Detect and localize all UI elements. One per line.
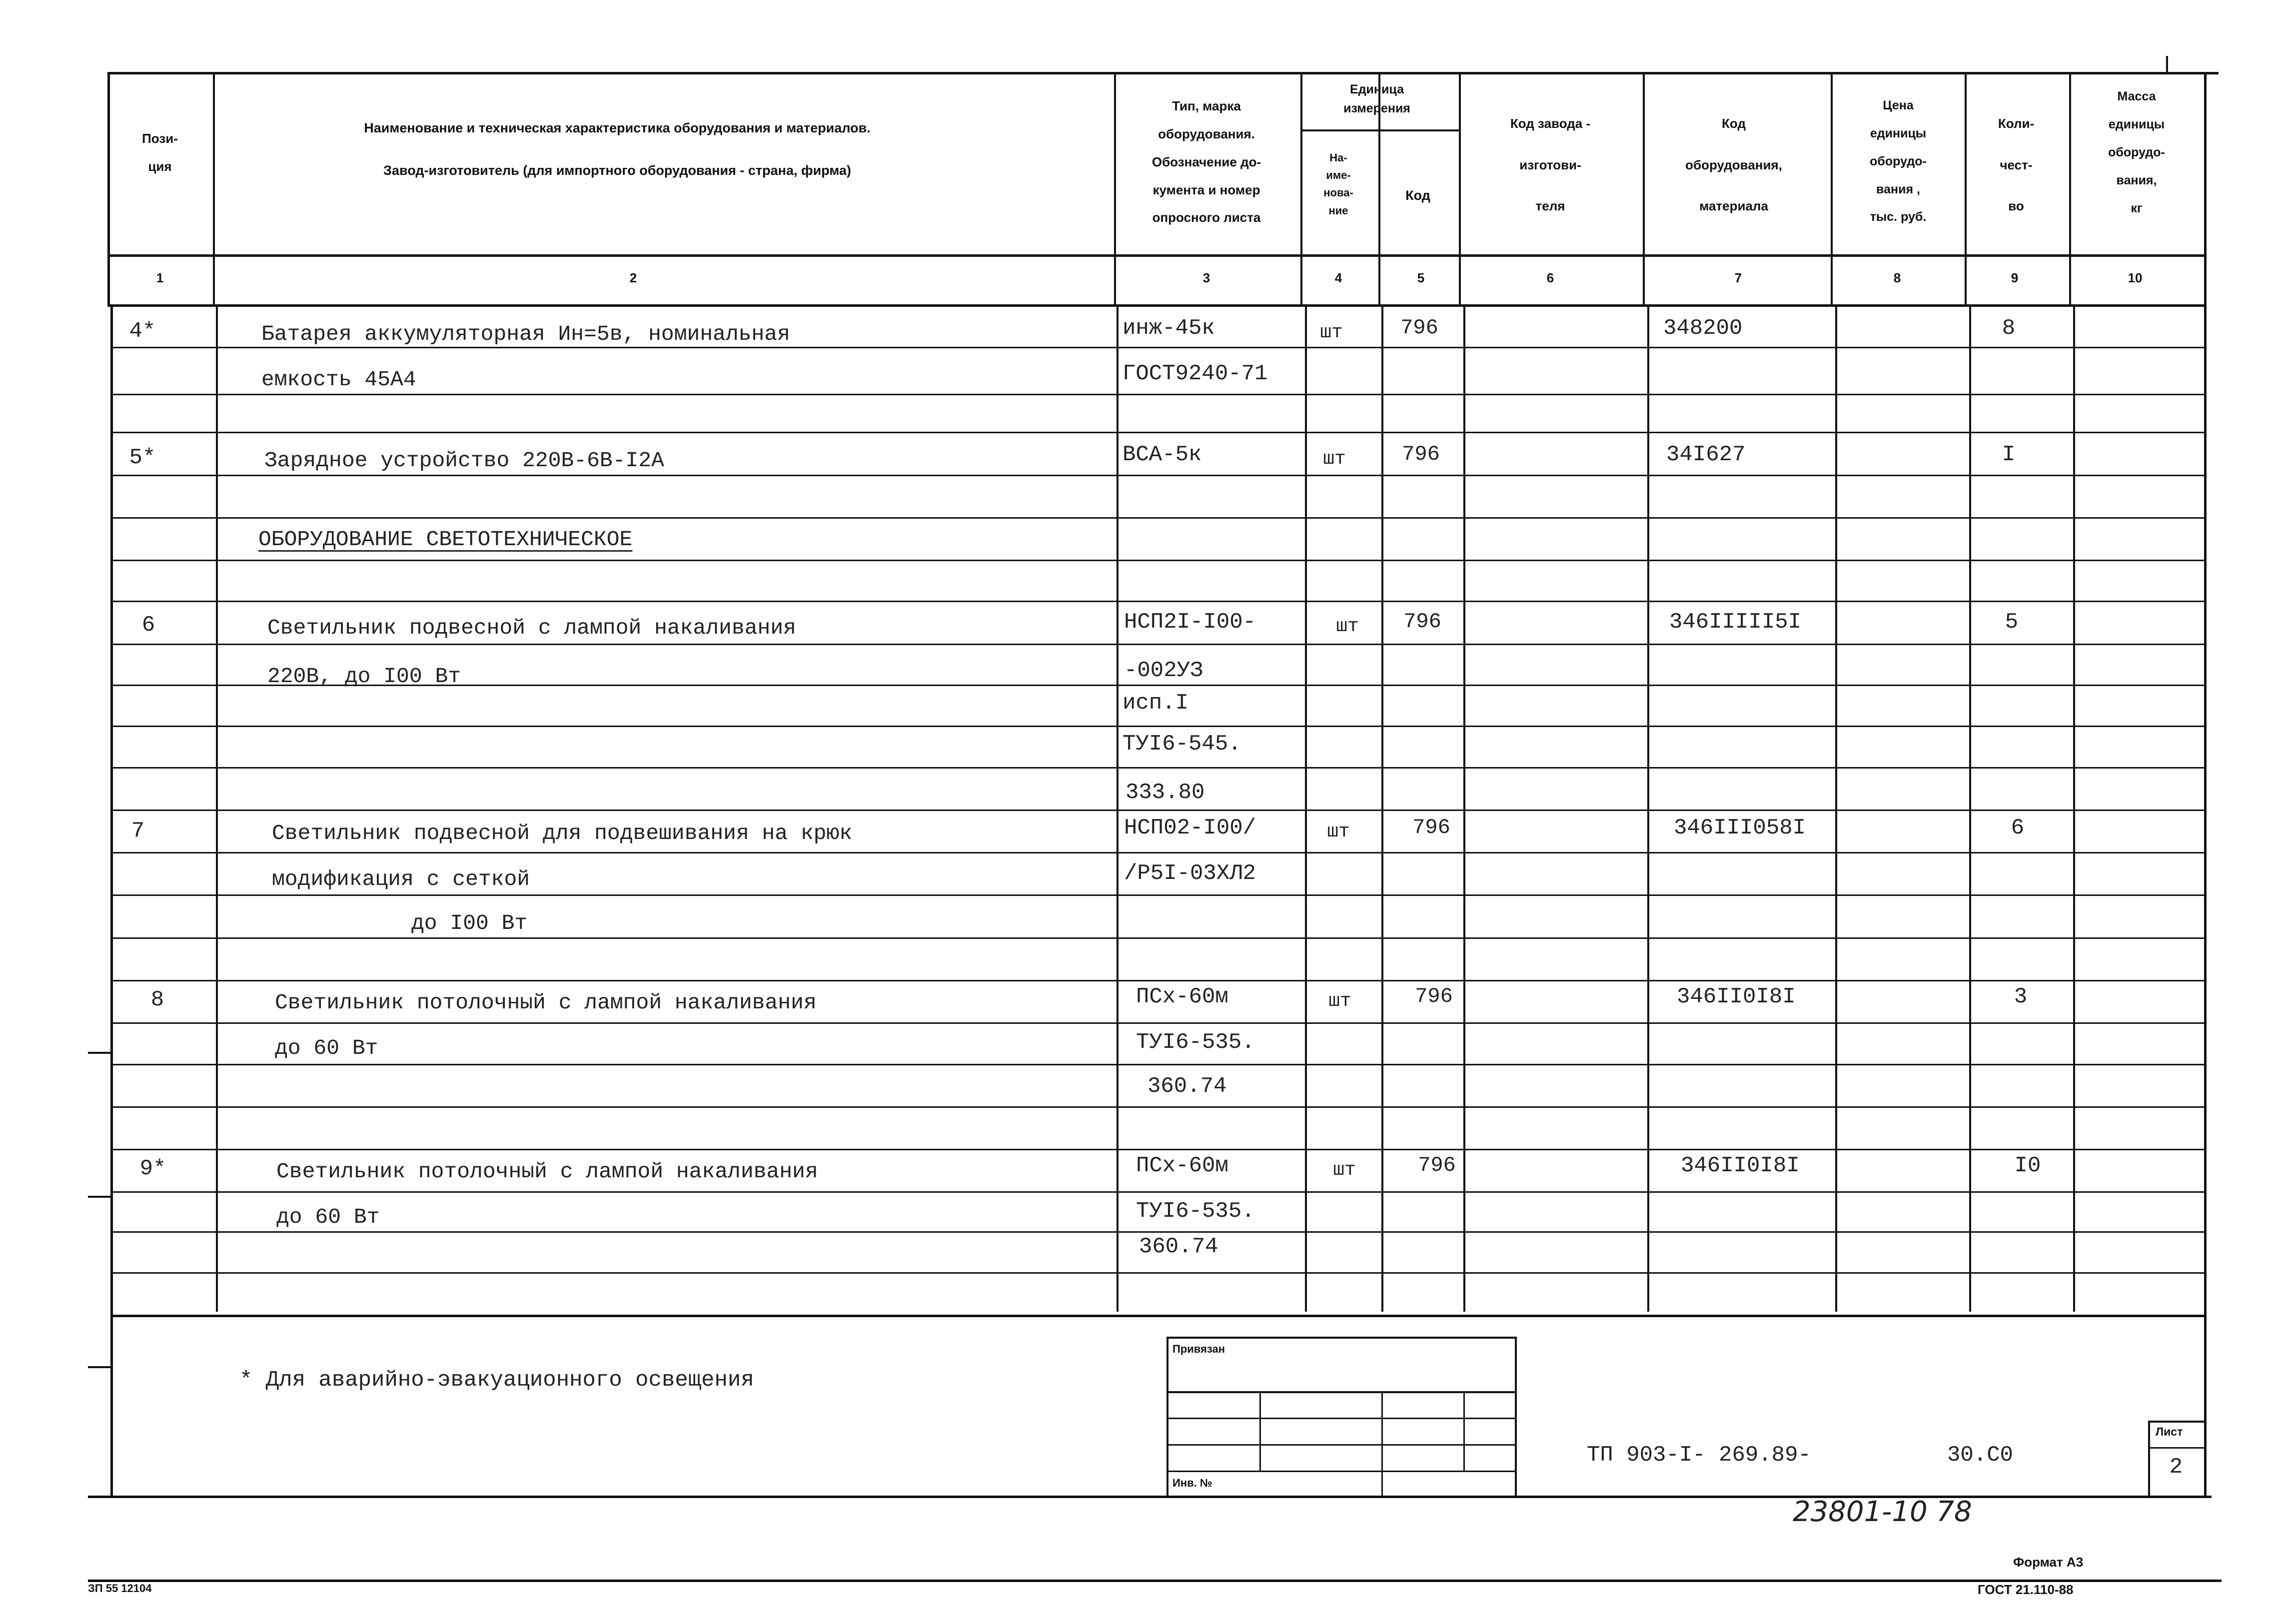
stamp-box-line	[1166, 1337, 1515, 1339]
column-number: 10	[2128, 270, 2143, 285]
body-column-line	[1463, 304, 1465, 1312]
row-type-mark: исп.I	[1123, 691, 1189, 716]
body-row-line	[110, 1106, 2204, 1108]
header-col8-text: вания ,	[1876, 182, 1920, 196]
header-column-line	[1114, 72, 1116, 304]
body-row-line	[110, 937, 2204, 939]
section-title: ОБОРУДОВАНИЕ СВЕТОТЕХНИЧЕСКОЕ	[258, 527, 633, 552]
row-type-mark: НСП02-I00/	[1124, 815, 1256, 840]
header-col3-text: опросного листа	[1152, 210, 1261, 225]
stamp-box-line	[1515, 1337, 1517, 1496]
stamp-box-line	[1166, 1471, 1515, 1472]
header-col10-text: Масса	[2117, 89, 2156, 103]
stamp-box-line	[1166, 1444, 1515, 1446]
row-type-mark: НСП2I-I00-	[1124, 610, 1256, 635]
sheet-box-line	[2148, 1421, 2204, 1423]
frame-top-line	[107, 72, 2219, 74]
header-col3-text: кумента и номер	[1152, 182, 1260, 197]
row-position: 5*	[129, 445, 156, 470]
header-col9-text: во	[2008, 198, 2024, 213]
body-column-line	[216, 304, 218, 1312]
row-type-mark: 333.80	[1126, 780, 1205, 805]
row-name: до I00 Вт	[411, 911, 528, 935]
frame-left-line	[110, 1312, 113, 1496]
header-col3-text: оборудования.	[1158, 126, 1255, 141]
header-col6-text: изготови-	[1519, 157, 1581, 172]
print-stamp: ЗП 55 12104	[88, 1582, 152, 1595]
row-quantity: I	[2002, 442, 2016, 467]
row-name: Зарядное устройство 220В-6В-I2А	[264, 448, 664, 473]
header-col7-text: Код	[1722, 116, 1746, 131]
header-col10-text: кг	[2131, 201, 2143, 215]
body-row-line	[110, 394, 2204, 395]
body-column-line	[1381, 304, 1383, 1312]
inventory-number-label: Инв. №	[1172, 1477, 1212, 1489]
row-equipment-code: 348200	[1663, 316, 1743, 341]
margin-tick	[88, 1052, 110, 1054]
row-name: Светильник потолочный с лампой накаливания	[276, 1159, 818, 1184]
body-row-line	[110, 517, 2204, 519]
format-label: Формат А3	[2013, 1555, 2084, 1570]
header-separator-line	[107, 254, 2204, 257]
sheet-box-line	[2148, 1421, 2150, 1496]
row-unit: шт	[1328, 990, 1351, 1012]
column-number: 9	[2011, 270, 2019, 285]
row-unit-code: 796	[1415, 984, 1453, 1008]
body-row-line	[110, 432, 2204, 433]
footnote-text: * Для аварийно-эвакуационного освещения	[239, 1368, 754, 1393]
header-col4-text: ние	[1328, 204, 1348, 217]
bottom-rule	[88, 1580, 2222, 1582]
column-number: 8	[1893, 270, 1901, 285]
header-col8-text: единицы	[1870, 126, 1927, 140]
row-unit: шт	[1320, 322, 1343, 343]
header-column-line	[1965, 72, 1967, 304]
body-row-line	[110, 980, 2204, 981]
stamp-box-line	[1381, 1471, 1383, 1496]
row-unit-code: 796	[1418, 1153, 1456, 1177]
body-row-line	[110, 475, 2204, 476]
row-type-mark: ГОСТ9240-71	[1123, 361, 1268, 386]
header-col8-text: тыс. руб.	[1870, 210, 1927, 224]
row-quantity: 5	[2005, 610, 2019, 635]
header-col10-text: вания,	[2116, 173, 2157, 187]
header-column-line	[107, 72, 110, 304]
row-quantity: 8	[2002, 316, 2016, 341]
stamp-box-line	[1166, 1337, 1168, 1496]
row-type-mark: инж-45к	[1123, 316, 1215, 341]
row-type-mark: ВСА-5к	[1123, 442, 1202, 467]
row-equipment-code: 346II0I8I	[1677, 984, 1796, 1009]
column-number: 1	[156, 270, 164, 285]
header-col8-text: Цена	[1883, 98, 1914, 112]
row-unit: шт	[1333, 1159, 1356, 1181]
row-type-mark: -002УЗ	[1124, 658, 1203, 683]
stamp-box-line	[1259, 1391, 1261, 1471]
row-name: до 60 Вт	[275, 1036, 378, 1060]
row-name: Светильник подвесной с лампой накаливания	[267, 616, 796, 640]
header-col7-text: материала	[1699, 198, 1768, 213]
header-col9-text: чест-	[2000, 157, 2033, 172]
header-col3-text: Обозначение до-	[1151, 154, 1261, 169]
row-quantity: 6	[2011, 815, 2025, 840]
header-col4-text: име-	[1326, 169, 1351, 181]
body-row-line	[110, 1022, 2204, 1024]
row-unit: шт	[1323, 448, 1346, 470]
column-number: 4	[1334, 270, 1342, 285]
row-unit: шт	[1336, 616, 1359, 637]
row-position: 6	[141, 613, 155, 638]
sheet-number: 2	[2169, 1455, 2183, 1480]
body-row-line	[110, 810, 2204, 811]
row-unit-code: 796	[1402, 442, 1440, 466]
row-type-mark: /Р5I-03ХЛ2	[1124, 861, 1256, 886]
row-type-mark: ТУI6-535.	[1136, 1030, 1255, 1055]
column-number: 3	[1202, 270, 1210, 285]
body-column-line	[110, 304, 113, 1312]
row-equipment-code: 346IIIII5I	[1669, 610, 1802, 635]
header-col4-text: На-	[1329, 151, 1347, 164]
row-name: 220В, до I00 Вт	[267, 664, 461, 689]
header-col2-text: Наименование и техническая характеристика оборудования и материалов.	[364, 120, 871, 135]
body-row-line	[110, 1272, 2204, 1274]
header-col1-text: ция	[148, 159, 172, 174]
frame-right-line	[2204, 72, 2207, 1496]
body-row-line	[110, 560, 2204, 561]
row-equipment-code: 346III058I	[1674, 815, 1806, 840]
row-name: модификация с сеткой	[272, 867, 530, 891]
header-column-line	[1300, 72, 1302, 304]
body-row-line	[110, 726, 2204, 727]
row-name: емкость 45А4	[261, 367, 416, 392]
body-row-line	[110, 894, 2204, 896]
row-position: 4*	[129, 319, 156, 344]
margin-tick	[88, 1196, 110, 1198]
row-name: Батарея аккумуляторная Ин=5в, номинальная	[261, 322, 790, 346]
row-type-mark: ПСх-60м	[1136, 1153, 1228, 1178]
row-name: до 60 Вт	[276, 1205, 380, 1229]
body-row-line	[110, 1149, 2204, 1150]
body-column-line	[1969, 304, 1971, 1312]
header-col3-text: Тип, марка	[1172, 98, 1241, 113]
header-col6-text: теля	[1535, 198, 1565, 213]
column-number: 6	[1546, 270, 1554, 285]
row-equipment-code: 34I627	[1666, 442, 1746, 467]
header-col9-text: Коли-	[1998, 116, 2035, 131]
row-type-mark: ТУI6-535.	[1136, 1199, 1255, 1224]
header-col7-text: оборудования,	[1685, 157, 1782, 172]
body-column-line	[1835, 304, 1837, 1312]
document-code: ТП 903-I- 269.89-	[1587, 1443, 1811, 1468]
row-type-mark: ПСх-60м	[1136, 984, 1228, 1009]
corner-tick	[2166, 56, 2168, 72]
row-unit-code: 796	[1403, 610, 1441, 634]
body-column-line	[2073, 304, 2075, 1312]
body-bottom-line	[110, 1315, 2204, 1317]
header-column-line	[2069, 72, 2071, 304]
body-row-line	[110, 852, 2204, 853]
row-position: 7	[131, 818, 145, 843]
body-row-line	[110, 347, 2204, 348]
header-unit_group-text: измерения	[1343, 101, 1410, 115]
header-numbers-line	[107, 304, 2204, 307]
row-unit-code: 796	[1412, 815, 1450, 839]
stamp-box-line	[1166, 1418, 1515, 1419]
header-col6-text: Код завода -	[1510, 116, 1591, 131]
privyazan-label: Привязан	[1172, 1343, 1225, 1355]
row-name: Светильник потолочный с лампой накаливания	[275, 990, 817, 1015]
body-column-line	[1647, 304, 1649, 1312]
row-position: 9*	[139, 1156, 166, 1181]
body-row-line	[110, 1191, 2204, 1193]
row-quantity: 3	[2014, 984, 2028, 1009]
header-col2-text: Завод-изготовитель (для импортного оборудования - страна, фирма)	[383, 163, 851, 178]
header-col10-text: единицы	[2108, 117, 2165, 131]
body-row-line	[110, 1231, 2204, 1233]
row-unit-code: 796	[1400, 316, 1438, 340]
document-code-suffix: 30.С0	[1947, 1443, 2014, 1468]
gost-label: ГОСТ 21.110-88	[1978, 1582, 2074, 1597]
stamp-box-line	[1463, 1391, 1465, 1471]
row-type-mark: ТУI6-545.	[1123, 732, 1241, 757]
margin-tick	[88, 1366, 110, 1368]
row-unit: шт	[1327, 821, 1350, 842]
header-column-line	[1831, 72, 1833, 304]
body-row-line	[110, 601, 2204, 602]
body-row-line	[110, 1064, 2204, 1065]
column-number: 7	[1734, 270, 1742, 285]
header-col1-text: Пози-	[142, 131, 178, 146]
row-equipment-code: 346II0I8I	[1681, 1153, 1800, 1178]
column-number: 2	[629, 270, 637, 285]
body-column-line	[1117, 304, 1119, 1312]
stamp-box-line	[1381, 1391, 1383, 1471]
row-position: 8	[150, 987, 164, 1012]
header-column-line	[1459, 72, 1461, 304]
unit-group-line	[1300, 129, 1459, 131]
body-row-line	[110, 644, 2204, 645]
row-type-mark: 360.74	[1147, 1074, 1227, 1099]
body-column-line	[1305, 304, 1307, 1312]
header-column-line	[213, 72, 215, 304]
sheet-box-line	[2148, 1447, 2204, 1449]
column-number: 5	[1417, 270, 1425, 285]
row-type-mark: 360.74	[1139, 1234, 1218, 1259]
body-row-line	[110, 767, 2204, 769]
handwritten-number: 23801-10 78	[1793, 1496, 1972, 1528]
header-col10-text: оборудо-	[2108, 145, 2165, 159]
header-column-line	[1643, 72, 1645, 304]
stamp-box-line	[1166, 1391, 1515, 1393]
row-name: Светильник подвесной для подвешивания на крюк	[272, 821, 853, 845]
header-unit_group-text: Единица	[1350, 82, 1404, 96]
header-col4-text: нова-	[1323, 186, 1353, 199]
header-col5-text: Код	[1405, 188, 1430, 203]
row-quantity: I0	[2014, 1153, 2041, 1178]
header-col8-text: оборудо-	[1870, 154, 1927, 168]
sheet-label: Лист	[2156, 1425, 2183, 1438]
